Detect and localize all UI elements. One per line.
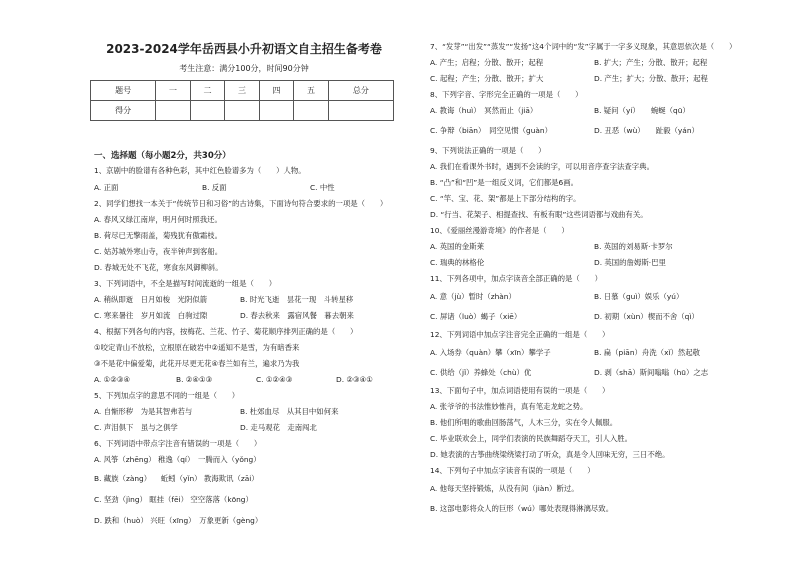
option: C. 屏诸（luò）蝎子（xiē）: [430, 312, 522, 321]
option: A. 入场券（quàn）攀（xīn）攀学子: [430, 348, 551, 357]
score-cell: 一: [156, 81, 191, 101]
option: D. 英国的詹姆斯·巴里: [594, 258, 666, 267]
option: C. 供给（jǐ）养蜂处（chù）优: [430, 368, 532, 377]
option: D. 春去秋来 露宿风餐 暮去朝来: [240, 311, 354, 320]
option: C. 姑苏城外寒山寺，夜半钟声到客船。: [94, 247, 223, 256]
score-input[interactable]: [294, 101, 329, 121]
option: A. 意（jù）暂时（zhàn）: [430, 292, 516, 301]
score-cell: 三: [225, 81, 260, 101]
option: A. 我们在看课外书时，遇到不会读的字，可以用音序查字法查字典。: [430, 162, 654, 171]
question-2: 2、同学们想找一本关于“传统节日和习俗”的古诗集，下面诗句符合要求的一项是（ ）: [94, 199, 388, 208]
option: B. 扩大；产生；分散、散开；起程: [594, 58, 708, 67]
option: A. 英国的金斯莱: [430, 242, 484, 251]
score-cell: 二: [190, 81, 225, 101]
option: A. 他每天坚持锻炼，从没有间（jiàn）断过。: [430, 484, 579, 493]
option: D. 剥（shā）斯间嗡嗡（hū）之志: [594, 368, 709, 377]
exam-note: 考生注意：满分100分，时间90分钟: [179, 64, 309, 73]
option: B. 扁（piān）舟洗（xǐ）然起敬: [594, 348, 701, 357]
question-12: 12、下列词语中加点字注音完全正确的一组是（ ）: [430, 330, 610, 339]
option: B. 英国的刘易斯·卡罗尔: [594, 242, 673, 251]
option: D. ②③④①: [336, 375, 373, 384]
option: A. 自惭形秽 为是其智弗若与: [94, 407, 193, 416]
question-7: 7、“发芽”“出发”“蒸发”“发扬”这4个词中的“发”字属于一字多义现象，其意思依次是（ ）: [430, 42, 737, 51]
option: C. 中性: [310, 183, 335, 192]
question-14: 14、下列句子中加点字读音有误的一项是（ ）: [430, 466, 595, 475]
option: C. 瑞典的林格伦: [430, 258, 485, 267]
option: A. 产生；启程；分散、散开；起程: [430, 58, 544, 67]
option: C. 起程；产生；分散、散开；扩大: [430, 74, 544, 83]
question-11: 11、下列各项中，加点字读音全部正确的是（ ）: [430, 274, 603, 283]
option: D. 走马观花 走南闯北: [240, 423, 317, 432]
page-title: 2023-2024学年岳西县小升初语文自主招生备考卷: [106, 42, 382, 56]
option: D. “行当、花架子、相提查找、有板有眼”这些词语都与戏曲有关。: [430, 210, 648, 219]
option: C. 寒来暑往 岁月如流 白驹过隙: [94, 311, 208, 320]
question-13: 13、下面句子中，加点词语使用有误的一项是（ ）: [430, 386, 610, 395]
option: D. 春城无处不飞花，寒食东风御柳斜。: [94, 263, 223, 272]
option: B. “凸”和“凹”是一组反义词，它们都是6画。: [430, 178, 579, 187]
option: B. 他们所唱的歌曲回肠荡气，人木三分，实在令人佩服。: [430, 418, 618, 427]
question-4: 4、根据下列各句的内容，按梅花、兰花、竹子、菊花顺序排列正确的是（ ）: [94, 327, 358, 336]
option: D. 丑恶（wù） 趾毅（yán）: [594, 126, 699, 135]
option: C. 毕业联欢会上，同学们表演的民族舞蹈夺天工，引人入胜。: [430, 434, 633, 443]
option: A. 稍纵即逝 日月如梭 光阴似箭: [94, 295, 208, 304]
question-5: 5、下列加点字的意思不同的一组是（ ）: [94, 391, 240, 400]
option: B. ②④①③: [176, 375, 213, 384]
score-input[interactable]: [190, 101, 225, 121]
option: B. 疑问（yí） 蜿蜒（qū）: [594, 106, 690, 115]
option: B. 杜郊血尽 从其目中如何来: [240, 407, 339, 416]
question-1: 1、京剧中的脸谱有各种色彩，其中红色脸谱多为（ ）人物。: [94, 166, 306, 175]
option: D. 她表演的古筝曲绕梁绕梁打动了听众，真是令人回味无穷，三日不绝。: [430, 450, 670, 459]
option: D. 跌和（huò） 兴旺（xīng） 万象更新（gèng）: [94, 516, 263, 525]
score-input[interactable]: [225, 101, 260, 121]
option: D. 产生；扩大；分散、散开；起程: [594, 74, 708, 83]
score-input[interactable]: [259, 101, 294, 121]
question-4-line: ③不是花中偏爱菊，此花开尽更无花④春兰如有兰，遍求乃为我: [94, 359, 300, 368]
option: A. 张爷爷的书法惟妙惟肖，真有笔走龙蛇之势。: [430, 402, 588, 411]
question-3: 3、下列词语中，不全是描写时间流逝的一组是（ ）: [94, 279, 277, 288]
question-8: 8、下列字音、字形完全正确的一项是（ ）: [430, 90, 583, 99]
score-value-row: [91, 101, 394, 121]
option: C. ①②④③: [256, 375, 293, 384]
score-cell: 五: [294, 81, 329, 101]
score-header-row: [91, 81, 394, 101]
score-cell: 题号: [91, 81, 156, 101]
option: B. 荷尽已无擎雨盖，菊残犹有傲霜枝。: [94, 231, 223, 240]
option: C. “竿、宝、花、架”都是上下部分结构的字。: [430, 194, 581, 203]
option: B. 日慕（guì）娱乐（yú）: [594, 292, 684, 301]
section-heading: 一、选择题（每小题2分，共30分）: [94, 151, 231, 161]
question-9: 9、下列说法正确的一项是（ ）: [430, 146, 546, 155]
score-cell: 总分: [328, 81, 393, 101]
score-input[interactable]: [156, 101, 191, 121]
option: C. 声泪俱下 虽与之俱学: [94, 423, 178, 432]
option: A. 正面: [94, 183, 119, 192]
option: B. 反面: [202, 183, 227, 192]
option: C. 坚劲（jìng） 眶挂（fēi） 空空落落（kōng）: [94, 495, 253, 504]
option: B. 藏族（zàng） 蚯蚓（yǐn） 教海欺讯（zāi）: [94, 474, 259, 483]
option: B. 这部电影将众人的巨形（wú）哪处表现得淋漓尽致。: [430, 504, 614, 513]
question-6: 6、下列词语中带点字注音有错误的一项是（ ）: [94, 439, 262, 448]
score-cell: 得分: [91, 101, 156, 121]
score-cell: 四: [259, 81, 294, 101]
option: D. 初期（xùn）楔而不舍（qì）: [594, 312, 699, 321]
option: B. 时光飞逝 昙花一现 斗转星移: [240, 295, 354, 304]
question-4-line: ①咬定青山不放松，立根原在破岩中②遥知不是雪，为有暗香来: [94, 343, 300, 352]
option: A. 春风又绿江南岸，明月何时照我还。: [94, 215, 222, 224]
option: C. 争辩（biān） 同空见惯（guàn）: [430, 126, 553, 135]
option: A. 风筝（zhēng） 稚逸（qí） 一腾而入（yǒng）: [94, 455, 261, 464]
question-10: 10、《爱丽丝漫游奇境》的作者是（ ）: [430, 226, 569, 235]
option: A. 教诲（huì） 冥然而止（jiā）: [430, 106, 538, 115]
score-input[interactable]: [328, 101, 393, 121]
option: A. ①②③④: [94, 375, 131, 384]
score-table: [90, 80, 394, 121]
